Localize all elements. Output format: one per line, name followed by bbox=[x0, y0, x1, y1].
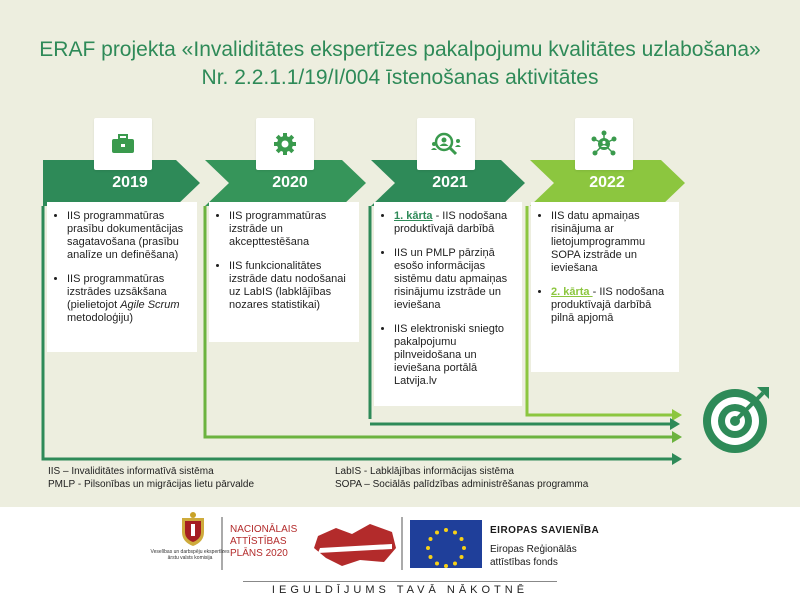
year-label-2021: 2021 bbox=[432, 174, 468, 191]
title-line-2: Nr. 2.2.1.1/19/I/004 īstenošanas aktivitātes bbox=[201, 66, 599, 89]
abbr-sopa: SOPA – Sociālās palīdzības administrēšanas programma bbox=[335, 479, 589, 490]
list-item: • 2. kārta - IIS nodošana produktīvajā darbībā pilnā apjomā bbox=[551, 286, 673, 325]
tile-2020 bbox=[256, 118, 314, 170]
list-item: • IIS un PMLP pārziņā esošo informācijas sistēmu datu apmaiņas risinājumu izstrāde un ieviešana bbox=[394, 247, 516, 312]
abbr-iis: IIS – Invaliditātes informatīvā sistēma bbox=[48, 466, 214, 477]
gear-icon bbox=[273, 132, 297, 156]
eu-logo-text: EIROPAS SAVIENĪBA Eiropas Reģionālās attīstības fonds bbox=[490, 525, 600, 568]
team-search-icon bbox=[431, 132, 461, 156]
column-2020 bbox=[209, 202, 359, 342]
column-2021 bbox=[374, 202, 522, 406]
year-label-2019: 2019 bbox=[112, 174, 148, 191]
target-icon bbox=[703, 387, 769, 453]
latvia-map-logo bbox=[314, 524, 396, 566]
eu-flag-logo bbox=[410, 520, 482, 568]
abbr-labis: LabIS - Labklājības informācijas sistēma bbox=[335, 466, 514, 477]
tile-2019 bbox=[94, 118, 152, 170]
list-item: • IIS programmatūras izstrādes uzsākšana (pielietojot Agile Scrum metodoloģiju) bbox=[67, 273, 191, 325]
network-icon bbox=[590, 130, 618, 158]
list-item: • 1. kārta - IIS nodošana produktīvajā darbībā bbox=[394, 210, 516, 236]
crest-caption: Veselības un darbspēju ekspertīzes ārstu valsts komisija bbox=[150, 549, 230, 561]
crest-logo bbox=[182, 512, 204, 546]
tile-2022 bbox=[575, 118, 633, 170]
year-label-2020: 2020 bbox=[272, 174, 308, 191]
briefcase-icon bbox=[111, 134, 135, 154]
footer-divider bbox=[243, 581, 557, 582]
title-line-1: ERAF projekta «Invaliditātes ekspertīzes pakalpojumu kvalitātes uzlabošana» bbox=[39, 38, 761, 61]
nap-logo-text: NACIONĀLAIS ATTĪSTĪBAS PLĀNS 2020 bbox=[230, 524, 298, 559]
list-item: • IIS elektroniski sniegto pakalpojumu pilnveidošana un ieviešana portālā Latvija.lv bbox=[394, 323, 516, 388]
list-item: • IIS programmatūras izstrāde un akcepttestēšana bbox=[229, 210, 353, 249]
list-item: • IIS programmatūras prasību dokumentācijas sagatavošana (prasību analīze un definēšana) bbox=[67, 210, 191, 262]
footer-tagline: IEGULDĪJUMS TAVĀ NĀKOTNĒ bbox=[271, 584, 529, 596]
column-2019 bbox=[47, 202, 197, 352]
tile-2021 bbox=[417, 118, 475, 170]
list-item: • IIS funkcionalitātes izstrāde datu nodošanai uz LabIS (labklājības nozares statistikai) bbox=[229, 260, 353, 312]
year-label-2022: 2022 bbox=[589, 174, 625, 191]
abbr-pmlp: PMLP - Pilsonības un migrācijas lietu pārvalde bbox=[48, 479, 255, 490]
column-2022 bbox=[531, 202, 679, 372]
list-item: • IIS datu apmaiņas risinājuma ar lietojumprogrammu SOPA izstrāde un ieviešana bbox=[551, 210, 673, 275]
